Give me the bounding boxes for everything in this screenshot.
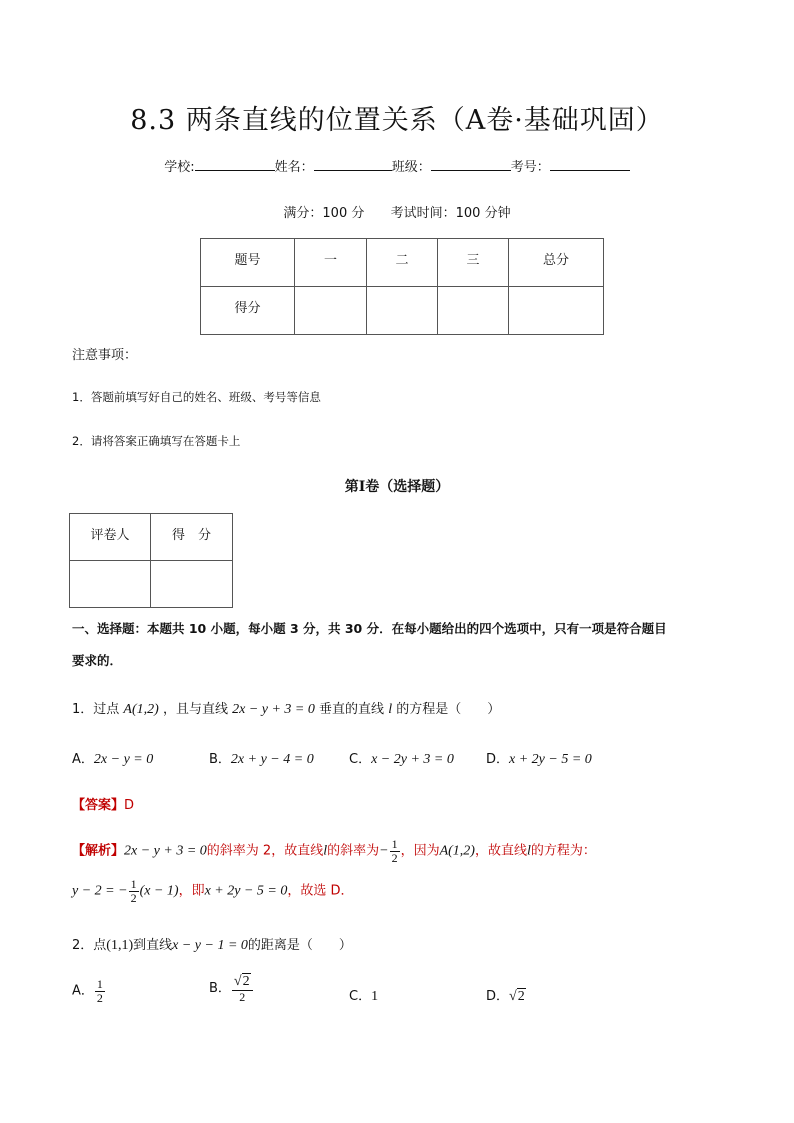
sqrt-radicand: 2: [517, 989, 525, 1004]
score-cell[interactable]: [438, 287, 509, 335]
note-item: 2．请将答案正确填写在答题卡上: [72, 434, 241, 448]
grader-cell[interactable]: [151, 561, 233, 608]
analysis-line-symbol: l: [526, 843, 531, 859]
q1-line-symbol: l: [388, 702, 393, 717]
analysis-lhs: y − 2 = −: [72, 883, 128, 899]
q2-equation: x − y − 1 = 0: [172, 938, 248, 953]
q2-option-c[interactable]: [349, 985, 378, 1005]
analysis-line-symbol: l: [323, 843, 328, 859]
analysis-text: 的方程为：: [530, 843, 596, 859]
class-label: 班级：: [391, 160, 431, 175]
number-field[interactable]: [550, 156, 630, 171]
fraction-denominator: 2: [239, 989, 246, 1004]
q2-number: 2．点: [72, 938, 107, 953]
analysis-text: ，故选 D．: [287, 883, 354, 899]
q1-option-a[interactable]: [72, 748, 153, 768]
school-field[interactable]: [195, 156, 275, 171]
analysis-text: ，即: [178, 883, 205, 899]
option-letter: C．: [349, 989, 372, 1004]
notes-heading: 注意事项：: [72, 348, 138, 363]
fraction-denominator: 2: [96, 990, 103, 1005]
table-header-cell: 总分: [509, 239, 604, 287]
fraction-denominator: 2: [391, 850, 398, 865]
grader-score-label: 得 分: [151, 514, 233, 561]
option-letter: C．: [349, 752, 372, 767]
analysis-minus: −: [379, 843, 389, 859]
score-cell[interactable]: [295, 287, 367, 335]
q1-option-d[interactable]: [486, 748, 592, 768]
sqrt-radicand: 2: [242, 974, 250, 989]
option-letter: D．: [486, 989, 510, 1004]
analysis-equation: 2x − y + 3 = 0: [124, 843, 207, 859]
fraction-numerator: 1: [391, 837, 398, 851]
q1-point: A(1,2): [123, 702, 159, 717]
option-letter: B．: [209, 752, 231, 767]
q1-text: ，且与直线: [162, 702, 228, 717]
note-item: 1．答题前填写好自己的姓名、班级、考号等信息: [72, 390, 321, 404]
q2-text: 到直线: [133, 938, 173, 953]
q2-option-a[interactable]: [72, 978, 106, 1004]
exam-time: 考试时间：100 分钟: [390, 206, 511, 221]
answer-value: D: [124, 798, 135, 813]
analysis-point: A(1,2): [439, 843, 475, 859]
analysis-text: ，因为: [400, 843, 440, 859]
table-header-cell: 一: [295, 239, 367, 287]
q1-answer: [72, 794, 134, 813]
score-cell[interactable]: [509, 287, 604, 335]
section-title: 第I卷（选择题）: [344, 479, 450, 495]
number-label: 考号：: [510, 160, 550, 175]
option-expression: x − 2y + 3 = 0: [371, 752, 454, 767]
option-expression: 2x + y − 4 = 0: [230, 752, 314, 767]
q2-option-b[interactable]: [209, 974, 254, 1003]
q2-text: 的距离是（ ）: [247, 938, 352, 953]
option-expression: x + 2y − 5 = 0: [509, 752, 592, 767]
table-header-cell: 题号: [201, 239, 295, 287]
analysis-label: 【解析】: [72, 843, 125, 859]
q1-analysis: [72, 838, 596, 864]
table-header-cell: 三: [438, 239, 509, 287]
school-label: 学校:: [164, 160, 195, 175]
analysis-text: 的斜率为: [327, 843, 380, 859]
score-table: [200, 238, 604, 335]
analysis-rhs: (x − 1): [139, 883, 179, 899]
q1-analysis-cont: [72, 878, 354, 904]
name-label: 姓名：: [274, 160, 314, 175]
student-info-line: [0, 156, 794, 175]
option-letter: B．: [209, 981, 231, 997]
grader-table: [69, 513, 233, 608]
fraction-denominator: 2: [130, 890, 137, 905]
score-cell[interactable]: [367, 287, 438, 335]
analysis-equation: x + 2y − 5 = 0: [204, 883, 288, 899]
q1-option-c[interactable]: [349, 748, 454, 768]
score-row-label: 得分: [201, 287, 295, 335]
option-value: 1: [371, 989, 379, 1004]
option-letter: A．: [72, 983, 94, 999]
fraction-numerator: 1: [130, 877, 137, 891]
q1-option-b[interactable]: [209, 748, 314, 768]
full-score: 满分：100 分: [283, 206, 365, 221]
class-field[interactable]: [431, 156, 511, 171]
part-one-instructions: 一、选择题：本题共 10 小题，每小题 3 分，共 30 分．在每小题给出的四个选项中，只有一项是符合题目: [72, 621, 667, 636]
option-letter: A．: [72, 752, 94, 767]
question-1: [72, 698, 500, 718]
part-one-instructions-cont: 要求的．: [72, 653, 123, 668]
name-field[interactable]: [314, 156, 392, 171]
table-header-cell: 二: [367, 239, 438, 287]
page-title: 8.3 两条直线的位置关系（A卷·基础巩固）: [130, 105, 664, 136]
option-expression: 2x − y = 0: [93, 752, 154, 767]
analysis-text: 的斜率为 2，故直线: [206, 843, 324, 859]
answer-label: 【答案】: [72, 798, 125, 813]
q2-point: (1,1): [106, 938, 134, 953]
q1-text: 的方程是（ ）: [396, 702, 501, 717]
analysis-fraction: [390, 838, 400, 864]
grader-label: 评卷人: [70, 514, 151, 561]
fraction-numerator: 1: [96, 977, 103, 991]
q1-equation: 2x − y + 3 = 0: [232, 702, 315, 717]
option-fraction: [95, 978, 105, 1004]
question-2: [72, 934, 352, 954]
analysis-text: ，故直线: [474, 843, 527, 859]
option-letter: D．: [486, 752, 510, 767]
grader-cell[interactable]: [70, 561, 151, 608]
analysis-fraction: [129, 878, 139, 904]
q1-text: 垂直的直线: [319, 702, 385, 717]
q2-option-d[interactable]: D．√2: [486, 989, 525, 1004]
option-fraction: $\frac{√2}{2}$: [232, 974, 253, 1003]
score-time-line: [0, 202, 794, 221]
q1-number: 1．过点: [72, 702, 120, 717]
